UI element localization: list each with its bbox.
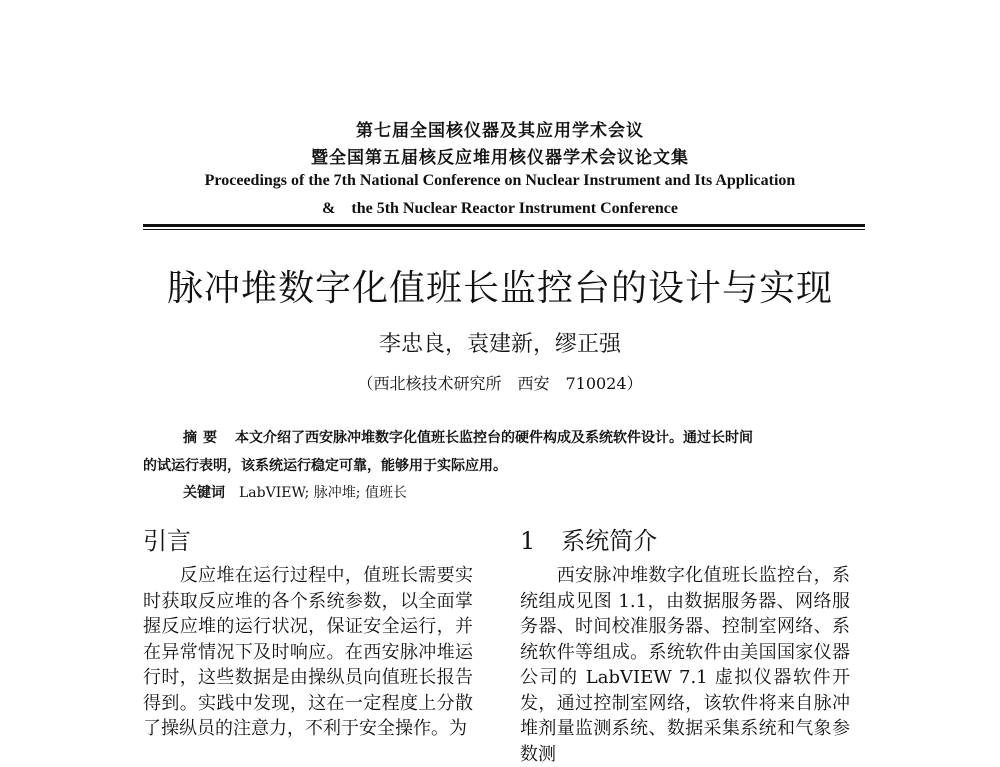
paper-title: 脉冲堆数字化值班长监控台的设计与实现 [166,268,833,309]
intro-paragraph: 反应堆在运行过程中，值班长需要实时获取反应堆的各个系统参数，以全面掌握反应堆的运行状况，保证安全运行，并在异常情况下及时响应。在西安脉冲堆运行时，这些数据是由操纵员向值班长报告得到。实践中发现，这在一定程度上分散了操纵员的注意力，不利于安全操作。为 [143,565,473,739]
abstract-line1 [183,427,753,447]
keywords-line [183,482,407,502]
paper-affiliation: （西北核技术研究所 西安 710024） [357,374,643,393]
paper-authors: 李忠良，袁建新，缪正强 [378,332,621,357]
section1-paragraph: 西安脉冲堆数字化值班长监控台，系统组成见图 1.1，由数据服务器、网络服务器、时间校准服务器、控制室网络、系统软件等组成。系统软件由美国国家仪器公司的 LabVIEW 7.1 虚拟仪器软件开发，通过控制室网络，该软件将来自脉冲堆剂量监测系统、数据采集系统和气象参数测 [520,565,850,765]
keywords-label: 关键词 [183,485,225,501]
section1-title: 系统简介 [561,527,658,555]
section1-number: 1 [520,527,536,555]
header-rule-thin [143,229,865,230]
abstract-text-1: 本文介绍了西安脉冲堆数字化值班长监控台的硬件构成及系统软件设计。通过长时间 [235,430,753,446]
section1-heading [520,521,657,556]
proceedings-title-en-line2: & the 5th Nuclear Reactor Instrument Conference [322,200,678,217]
abstract-line2: 的试运行表明，该系统运行稳定可靠，能够用于实际应用。 [143,458,507,474]
proceedings-title-cn-line1: 第七届全国核仪器及其应用学术会议 [356,121,644,141]
proceedings-title-cn-line2: 暨全国第五届核反应堆用核仪器学术会议论文集 [311,148,689,168]
header-rule-thick [143,224,865,227]
keywords-text: LabVIEW; 脉冲堆; 值班长 [239,485,407,501]
abstract-label: 摘要 [183,430,223,446]
proceedings-title-en-line1: Proceedings of the 7th National Conference on Nuclear Instrument and Its Application [204,172,796,189]
intro-heading: 引言 [143,527,191,555]
